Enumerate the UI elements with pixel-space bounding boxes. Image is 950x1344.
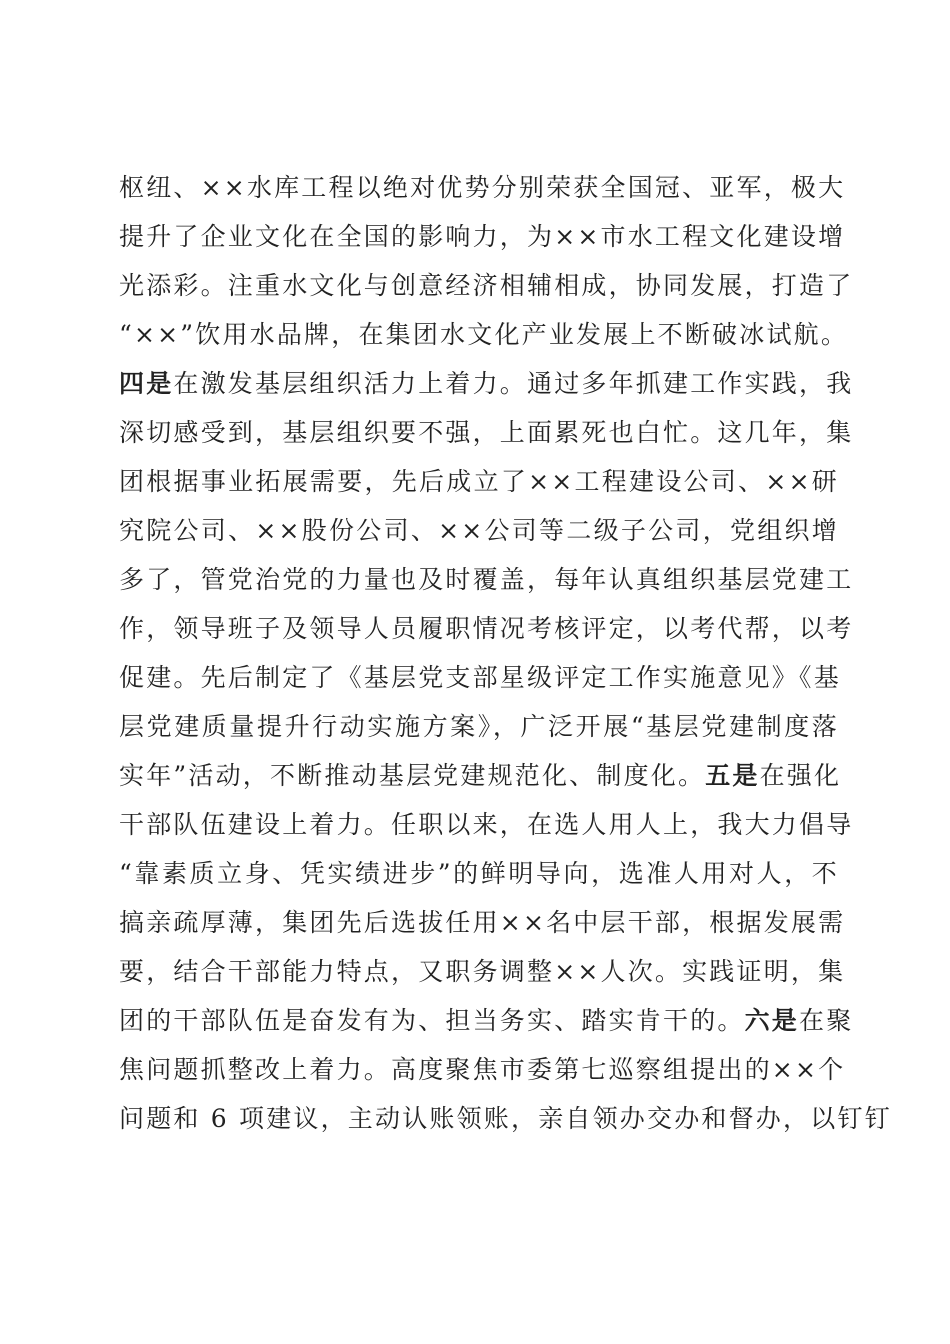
- paragraph-line: [119, 996, 854, 1045]
- line-text: 作，领导班子及领导人员履职情况考核评定，以考代帮，以考: [119, 614, 854, 643]
- line-text: 究院公司、××股份公司、××公司等二级子公司，党组织增: [119, 516, 839, 545]
- paragraph-line: [119, 212, 846, 261]
- paragraph-line: [119, 604, 854, 653]
- line-text: 搞亲疏厚薄，集团先后选拔任用××名中层干部，根据发展需: [119, 908, 846, 937]
- paragraph-line: [119, 1094, 892, 1143]
- line-text: 实年”活动，不断推动基层党建规范化、制度化。: [119, 761, 706, 790]
- paragraph-line: [119, 310, 849, 359]
- line-text: 光添彩。注重水文化与创意经济相辅相成，协同发展，打造了: [119, 271, 854, 300]
- line-text: 深切感受到，基层组织要不强，上面累死也白忙。这几年，集: [119, 418, 854, 447]
- paragraph-line: [119, 800, 854, 849]
- line-text: 在激发基层组织活力上着力。通过多年抓建工作实践，我: [173, 369, 854, 398]
- paragraph-line: [119, 1045, 846, 1094]
- paragraph-line: [119, 163, 846, 212]
- line-text: 要，结合干部能力特点，又职务调整××人次。实践证明，集: [119, 957, 846, 986]
- paragraph-line: [119, 506, 839, 555]
- line-text: 团的干部队伍是奋发有为、担当务实、踏实肯干的。: [119, 1006, 745, 1035]
- line-text: 层党建质量提升行动实施方案》，广泛开展“基层党建制度落: [119, 712, 839, 741]
- paragraph-line: [119, 457, 839, 506]
- paragraph-line: [119, 653, 839, 702]
- bold-heading-marker: 五是: [705, 761, 760, 790]
- line-text: 在强化: [759, 761, 842, 790]
- line-text: 焦问题抓整改上着力。高度聚焦市委第七巡察组提出的××个: [119, 1055, 846, 1084]
- line-text: 枢纽、××水库工程以绝对优势分别荣获全国冠、亚军，极大: [119, 173, 846, 202]
- paragraph-line: [119, 947, 846, 996]
- line-text: 团根据事业拓展需要，先后成立了××工程建设公司、××研: [119, 467, 839, 496]
- line-text: “靠素质立身、凭实绩进步”的鲜明导向，选准人用对人，不: [119, 859, 839, 888]
- line-text: 促建。先后制定了《基层党支部星级评定工作实施意见》《基: [119, 663, 841, 692]
- line-text: 提升了企业文化在全国的影响力，为××市水工程文化建设增: [119, 222, 846, 251]
- paragraph-line: [119, 849, 839, 898]
- paragraph-line: [119, 555, 854, 604]
- line-text: 多了，管党治党的力量也及时覆盖，每年认真组织基层党建工: [119, 565, 854, 594]
- bold-heading-marker: 六是: [744, 1006, 800, 1035]
- line-text: 干部队伍建设上着力。任职以来，在选人用人上，我大力倡导: [119, 810, 854, 839]
- body-text: [119, 163, 892, 1143]
- paragraph-line: [119, 261, 854, 310]
- paragraph-line: [119, 898, 846, 947]
- line-text: 在聚: [799, 1006, 854, 1035]
- bold-heading-marker: 四是: [119, 369, 174, 398]
- paragraph-line: [119, 702, 839, 751]
- line-text: 问题和 6 项建议，主动认账领账，亲自领办交办和督办，以钉钉: [119, 1104, 892, 1133]
- paragraph-line: [119, 751, 842, 800]
- line-text: “××”饮用水品牌，在集团水文化产业发展上不断破冰试航。: [119, 320, 849, 349]
- paragraph-line: [119, 359, 854, 408]
- paragraph-line: [119, 408, 854, 457]
